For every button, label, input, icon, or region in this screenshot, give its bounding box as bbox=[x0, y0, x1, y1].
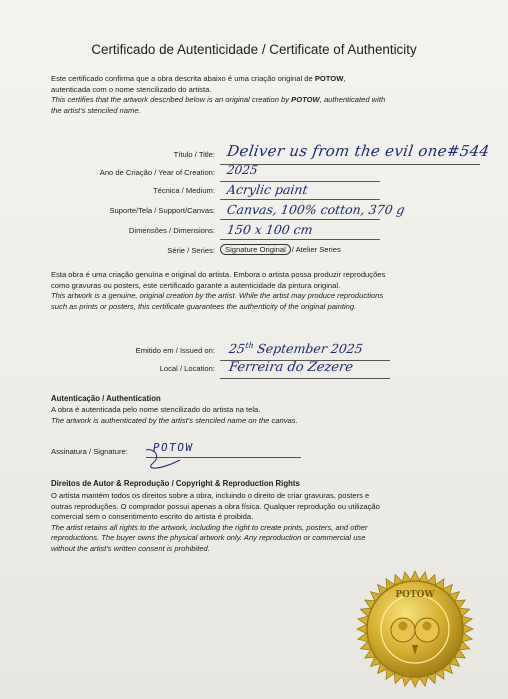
authentication-text bbox=[51, 405, 471, 426]
rights-pt-line2: outras reproduções. O comprador possui apenas a obra física. Qualquer reprodução ou utilização bbox=[51, 501, 380, 511]
field-year-row bbox=[0, 168, 215, 182]
seal-face-left bbox=[399, 622, 408, 631]
field-medium-row bbox=[0, 186, 215, 200]
intro-pt-line1: Este certificado confirma que a obra descrita abaixo é uma criação original de POTOW, bbox=[51, 74, 346, 83]
certificate-title: Certificado de Autenticidade / Certificate of Authenticity bbox=[91, 42, 417, 57]
seal-face-right bbox=[423, 622, 432, 631]
field-year-value: 2025 bbox=[226, 163, 259, 177]
issued-label: Emitido em / Issued on: bbox=[135, 346, 215, 355]
field-title-label: Título / Title: bbox=[173, 150, 215, 159]
field-dimensions-row bbox=[0, 226, 215, 240]
rights-en-line2: reproductions. The buyer owns the physical artwork only. Any reproduction or commercial use bbox=[51, 533, 366, 543]
gold-seal bbox=[340, 557, 490, 699]
field-dimensions-value: 150 x 100 cm bbox=[226, 222, 314, 237]
issued-ordinal: th bbox=[244, 341, 255, 350]
location-label: Local / Location: bbox=[159, 364, 215, 373]
signature-label: Assinatura / Signature: bbox=[51, 447, 128, 456]
artist-name: POTOW bbox=[314, 74, 344, 83]
field-medium-label: Técnica / Medium: bbox=[152, 186, 215, 195]
field-title-row bbox=[0, 150, 215, 164]
field-support-value: Canvas, 100% cotton, 370 g bbox=[226, 202, 406, 217]
rights-en-line3: without the artist's written consent is prohibited. bbox=[51, 543, 210, 553]
authentication-en: The artwork is authenticated by the artist's stenciled name on the canvas. bbox=[51, 415, 298, 425]
field-support-row bbox=[0, 206, 215, 220]
genuine-pt-line1: Esta obra é uma criação genuína e original do artista. Embora o artista possa produzir reproduções bbox=[51, 270, 386, 279]
field-dimensions-line bbox=[220, 239, 380, 240]
intro-en-line2: the artist's stenciled name. bbox=[51, 105, 141, 115]
rights-en-line1: The artist retains all rights to the artwork, including the right to create prints, posters, and other bbox=[51, 522, 368, 532]
field-support-label: Suporte/Tela / Support/Canvas: bbox=[109, 206, 215, 215]
seal-text: POTOW bbox=[395, 590, 435, 600]
field-title-line bbox=[220, 164, 480, 165]
issued-row bbox=[0, 346, 215, 360]
genuine-pt-line2: como gravuras ou posters, este certificado garante a autenticidade da pintura original. bbox=[51, 280, 341, 290]
signature-stroke bbox=[146, 450, 180, 468]
series-other-option: / Atelier Series bbox=[291, 245, 341, 254]
issued-day: 25 bbox=[228, 341, 247, 357]
field-dimensions-label: Dimensões / Dimensions: bbox=[128, 226, 215, 235]
rights-pt-line1: O artista mantém todos os direitos sobre a obra, incluindo o direito de criar gravuras, posters e bbox=[51, 491, 370, 500]
location-line bbox=[220, 378, 390, 379]
field-series-row bbox=[0, 246, 215, 260]
location-row bbox=[0, 364, 215, 378]
field-title-value: Deliver us from the evil one#544 bbox=[226, 142, 491, 160]
location-value: Ferreira do Zezere bbox=[228, 360, 354, 375]
artist-name-en: POTOW bbox=[291, 95, 320, 105]
genuine-paragraph bbox=[51, 270, 471, 312]
field-support-line bbox=[220, 219, 380, 220]
genuine-en-line1: This artwork is a genuine, original creation by the artist. While the artist may produce reproductions bbox=[51, 291, 384, 301]
rights-pt-line3: comercial sem o consentimento escrito do artista é proibida. bbox=[51, 512, 254, 522]
field-series-value bbox=[220, 244, 341, 255]
intro-en-line1: This certifies that the artwork described below is an original creation by POTOW, authenticated with bbox=[51, 95, 386, 105]
authentication-heading: Autenticação / Authentication bbox=[51, 394, 161, 403]
field-medium-line bbox=[220, 199, 380, 200]
intro-pt-line2: autenticada com o nome stencilizado do artista. bbox=[51, 84, 212, 94]
signature-flourish bbox=[140, 446, 220, 476]
rights-heading: Direitos de Autor & Reprodução / Copyright & Reproduction Rights bbox=[51, 479, 300, 488]
field-series-label: Série / Series: bbox=[167, 246, 215, 255]
rights-paragraph bbox=[51, 491, 471, 555]
series-selected-option: Signature Original bbox=[220, 244, 291, 255]
intro-paragraph bbox=[51, 74, 471, 116]
genuine-en-line2: such as prints or posters, this certificate guarantees the authenticity of the original painting. bbox=[51, 301, 357, 311]
authentication-pt: A obra é autenticada pelo nome stencilizado do artista na tela. bbox=[51, 405, 261, 414]
signature-value: POTOW bbox=[152, 441, 195, 454]
field-medium-value: Acrylic paint bbox=[226, 182, 309, 197]
issued-month-year: September 2025 bbox=[256, 341, 364, 357]
field-year-label: Ano de Criação / Year of Creation: bbox=[99, 168, 215, 177]
issued-value bbox=[228, 341, 364, 356]
